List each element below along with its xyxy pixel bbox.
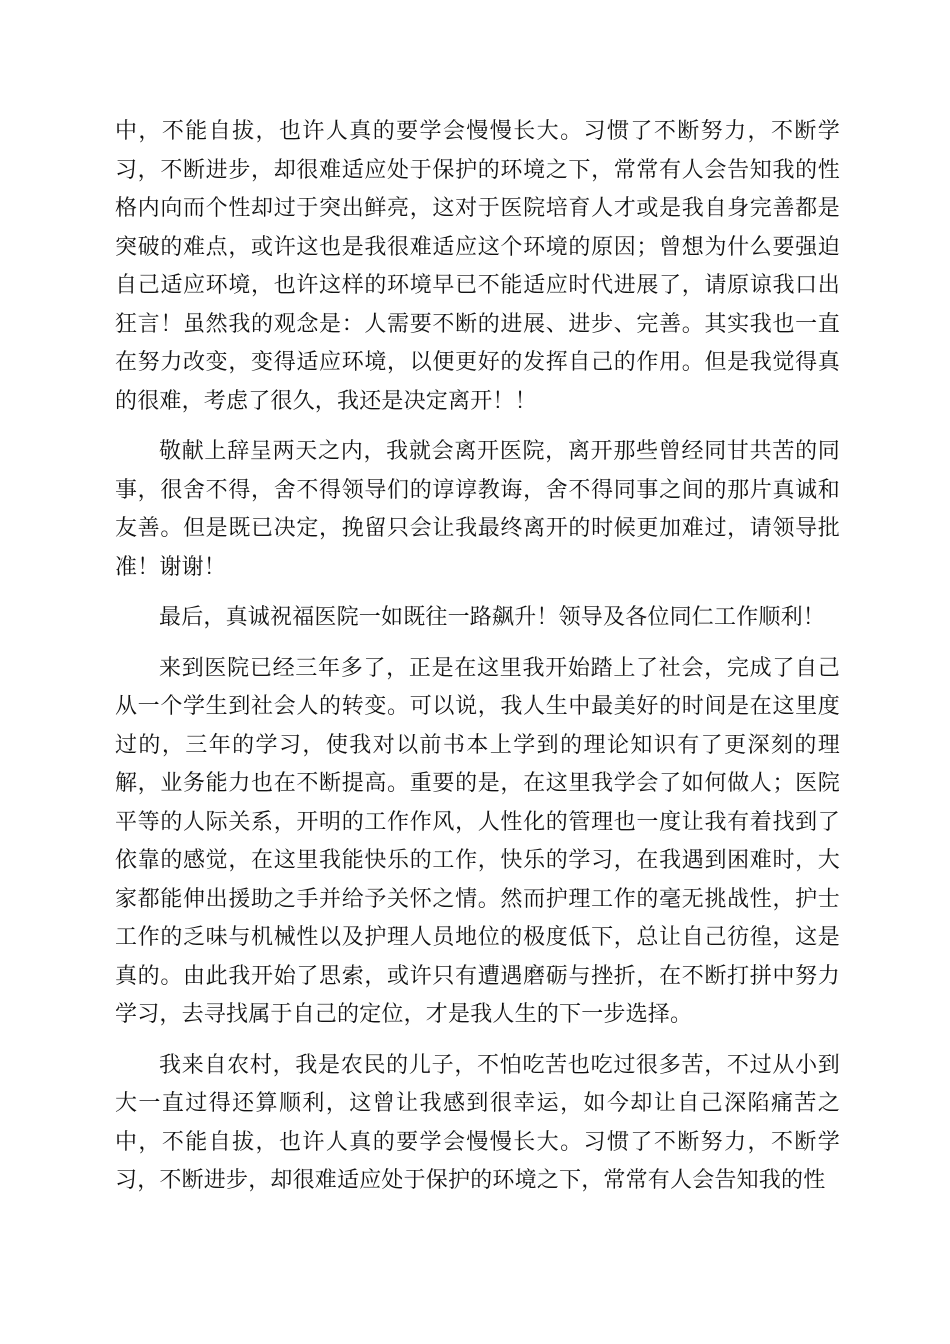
paragraph-continued: 中，不能自拔，也许人真的要学会慢慢长大。习惯了不断努力，不断学习，不断进步，却很难适应处于保护的环境之下，常常有人会告知我的性格内向而个性却过于突出鲜亮，这对于医院培育人才或是我自身完善都是突破的难点，或许这也是我很难适应这个环境的原因；曾想为什么要强迫自己适应环境，也许这样的环境早已不能适应时代进展了，请原谅我口出狂言！虽然我的观念是：人需要不断的进展、进步、完善。其实我也一直在努力改变，变得适应环境，以便更好的发挥自己的作用。但是我觉得真的很难，考虑了很久，我还是决定离开！！ bbox=[115, 119, 840, 414]
paragraph-blessing: 最后，真诚祝福医院一如既往一路飙升！领导及各位同仁工作顺利！ bbox=[159, 605, 826, 630]
paragraph-three-years: 来到医院已经三年多了，正是在这里我开始踏上了社会，完成了自己从一个学生到社会人的转变。可以说，我人生中最美好的时间是在这里度过的，三年的学习，使我对以前书本上学到的理论知识有了更深刻的理解，业务能力也在不断提高。重要的是，在这里我学会了如何做人；医院平等的人际关系，开明的工作作风，人性化的管理也一度让我有着找到了依靠的感觉，在这里我能快乐的工作，快乐的学习，在我遇到困难时，大家都能伸出援助之手并给予关怀之情。然而护理工作的毫无挑战性，护士工作的乏味与机械性以及护理人员地位的极度低下，总让自己彷徨，这是真的。由此我开始了思索，或许只有遭遇磨砺与挫折，在不断打拼中努力学习，去寻找属于自己的定位，才是我人生的下一步选择。 bbox=[115, 655, 840, 1027]
paragraph-resignation-notice: 敬献上辞呈两天之内，我就会离开医院，离开那些曾经同甘共苦的同事，很舍不得，舍不得领导们的谆谆教诲，舍不得同事之间的那片真诚和友善。但是既已决定，挽留只会让我最终离开的时候更加难过，请领导批准！谢谢！ bbox=[115, 439, 840, 580]
body-text bbox=[115, 113, 840, 1213]
paragraph-rural-origin: 我来自农村，我是农民的儿子，不怕吃苦也吃过很多苦，不过从小到大一直过得还算顺利，这曾让我感到很幸运，如今却让自己深陷痛苦之中，不能自拔，也许人真的要学会慢慢长大。习惯了不断努力，不断学习，不断进步，却很难适应处于保护的环境之下，常常有人会告知我的性 bbox=[115, 1052, 840, 1193]
